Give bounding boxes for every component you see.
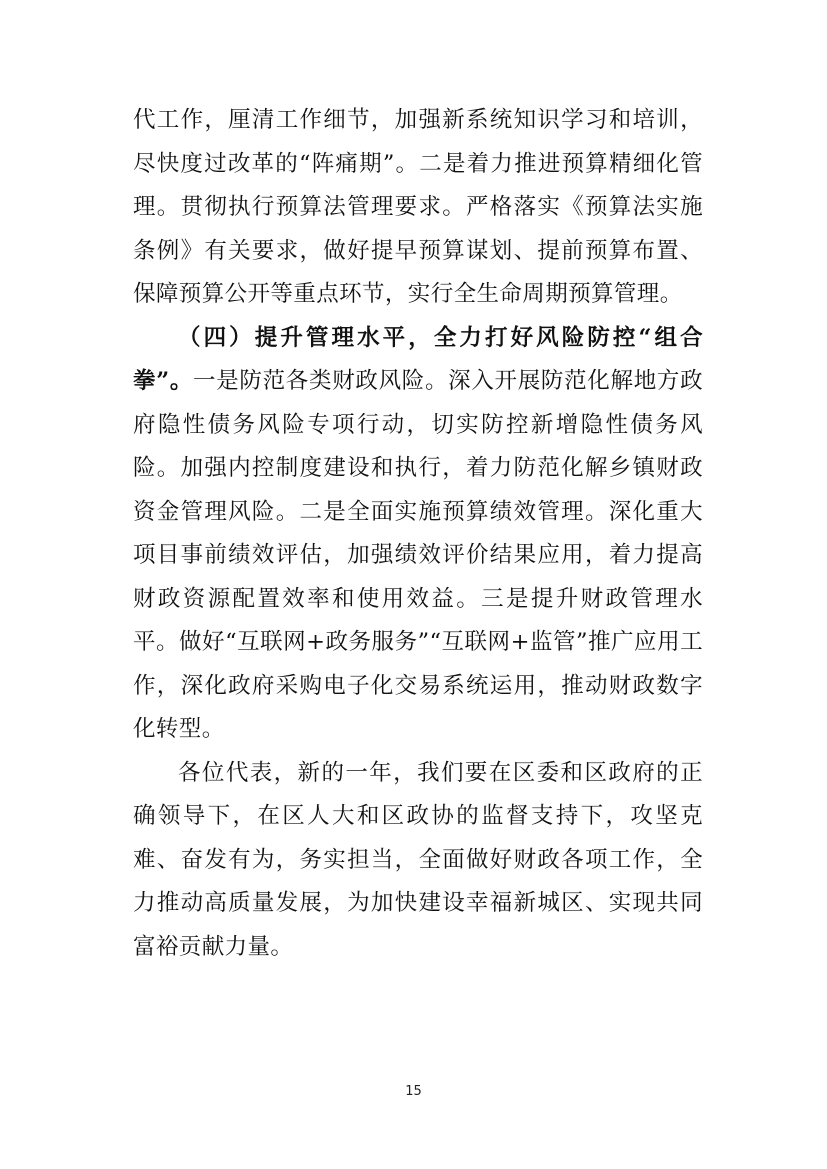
paragraph-continuation: 代工作，厘清工作细节，加强新系统知识学习和培训，尽快度过改革的“阵痛期”。二是着力推进预算精细化管理。贯彻执行预算法管理要求。严格落实《预算法实施条例》有关要求，做好提早预算谋划、提前预算布置、保障预算公开等重点环节，实行全生命周期预算管理。 bbox=[133, 107, 703, 307]
section-heading: （四）提升管理水平，全力打好风险防控“组合拳”。 bbox=[133, 324, 703, 394]
body-text bbox=[133, 99, 703, 969]
paragraph-closing: 各位代表，新的一年，我们要在区委和区政府的正确领导下，在区人大和区政协的监督支持下，攻坚克难、奋发有为，务实担当，全面做好财政各项工作，全力推动高质量发展，为加快建设幸福新城区、实现共同富裕贡献力量。 bbox=[133, 759, 703, 960]
section-body: 一是防范各类财政风险。深入开展防范化解地方政府隐性债务风险专项行动，切实防控新增隐性债务风险。加强内控制度建设和执行，着力防范化解乡镇财政资金管理风险。二是全面实施预算绩效管理。深化重大项目事前绩效评估，加强绩效评价结果应用，着力提高财政资源配置效率和使用效益。三是提升财政管理水平。做好“互联网+政务服务”“互联网+监管”推广应用工作，深化政府采购电子化交易系统运用，推动财政数字化转型。 bbox=[133, 368, 703, 742]
paragraph-section-four bbox=[133, 317, 703, 752]
page-number: 15 bbox=[405, 1084, 422, 1099]
